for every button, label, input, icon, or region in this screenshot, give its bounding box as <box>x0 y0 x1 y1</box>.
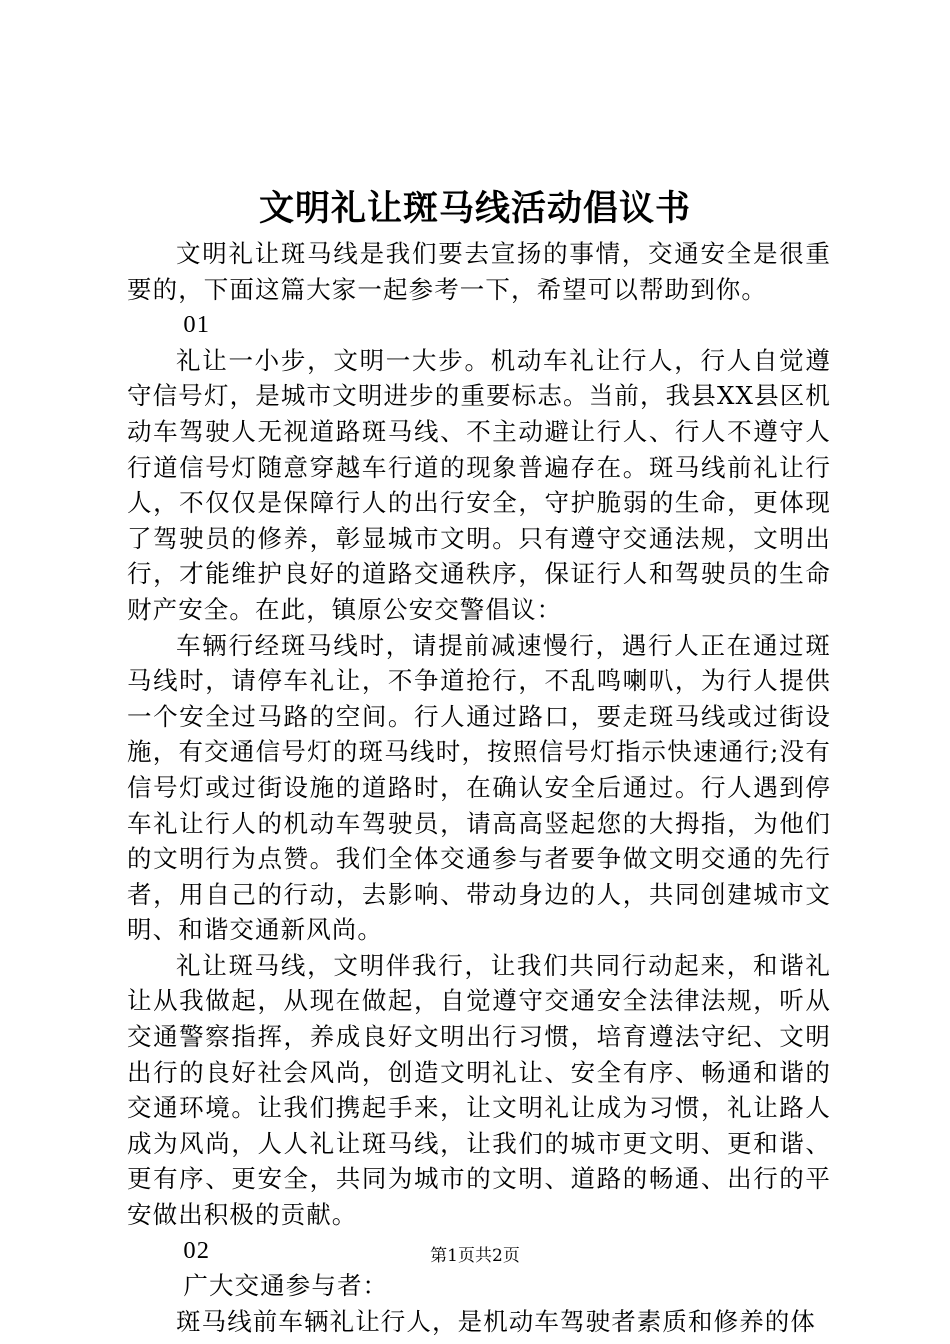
intro-paragraph: 文明礼让斑马线是我们要去宣扬的事情，交通安全是很重要的，下面这篇大家一起参考一下，希望可以帮助到你。 <box>127 239 831 304</box>
body-paragraph: 斑马线前车辆礼让行人，是机动车驾驶者素质和修养的体 <box>176 1306 816 1336</box>
salutation: 广大交通参与者： <box>183 1271 389 1301</box>
section-number-02: 02 <box>183 1236 211 1264</box>
section-number-01: 01 <box>183 311 211 339</box>
document-body <box>127 236 831 1339</box>
page-footer <box>0 1244 950 1268</box>
body-paragraph: 车辆行经斑马线时，请提前减速慢行，遇行人正在通过斑马线时，请停车礼让，不争道抢行，不乱鸣喇叭，为行人提供一个安全过马路的空间。行人通过路口，要走斑马线或过街设施，有交通信号灯的斑马线时，按照信号灯指示快速通行;没有信号灯或过街设施的道路时，在确认安全后通过。行人遇到停车礼让行人的机动车驾驶员，请高高竖起您的大拇指，为他们的文明行为点赞。我们全体交通参与者要争做文明交通的先行者，用自己的行动，去影响、带动身边的人，共同创建城市文明、和谐交通新风尚。 <box>127 630 831 945</box>
body-paragraph: 礼让斑马线，文明伴我行，让我们共同行动起来，和谐礼让从我做起，从现在做起，自觉遵守交通安全法律法规，听从交通警察指挥，养成良好文明出行习惯，培育遵法守纪、文明出行的良好社会风尚，创造文明礼让、安全有序、畅通和谐的交通环境。让我们携起手来，让文明礼让成为习惯，礼让路人成为风尚，人人礼让斑马线，让我们的城市更文明、更和谐、更有序、更安全，共同为城市的文明、道路的畅通、出行的平安做出积极的贡献。 <box>127 950 831 1230</box>
document-title: 文明礼让斑马线活动倡议书 <box>258 188 691 229</box>
page-total: 共2页 <box>475 1246 520 1266</box>
body-paragraph: 礼让一小步，文明一大步。机动车礼让行人，行人自觉遵守信号灯，是城市文明进步的重要标志。当前，我县XX县区机动车驾驶人无视道路斑马线、不主动避让行人、行人不遵守人行道信号灯随意穿越车行道的现象普遍存在。斑马线前礼让行人，不仅仅是保障行人的出行安全，守护脆弱的生命，更体现了驾驶员的修养，彰显城市文明。只有遵守交通法规，文明出行，才能维护良好的道路交通秩序，保证行人和驾驶员的生命财产安全。在此，镇原公安交警倡议： <box>127 345 831 624</box>
page-number: 第1页 <box>430 1246 475 1266</box>
